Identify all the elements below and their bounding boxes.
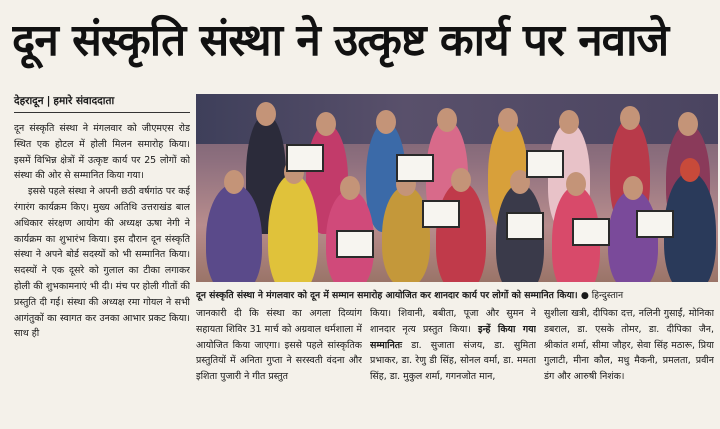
photo-figure-head bbox=[316, 112, 336, 136]
certificate bbox=[636, 210, 674, 238]
byline-place: देहरादून bbox=[14, 95, 44, 107]
photo-figure-head bbox=[340, 176, 360, 200]
certificate bbox=[286, 144, 324, 172]
paragraph: इससे पहले संस्था ने अपनी छठी वर्षगांठ पर कई रंगारंग कार्यक्रम किए। मुख्य अतिथि उत्तराखंड बाल अधिकार संरक्षण आयोग की अध्यक्ष ऊषा नेगी ने कार्यक्रम का शुभारंभ किया। इस दौरान दून संस्कृति संस्था ने अपने बोर्ड सदस्यों को भी सम्मानित किया। सदस्यों ने एक दूसरे को गुलाल का टीका लगाकर होली की शुभकामनाएं भी दी। मंच पर होली गीतों की प्रस्तुति दी गई। संस्था की अध्यक्ष रमा गोयल ने सभी आगंतुकों का स्वागत कर उनका आभार प्रकट किया। साथ ही bbox=[14, 186, 190, 340]
certificate bbox=[572, 218, 610, 246]
photo-caption bbox=[196, 288, 718, 301]
byline-reporter: हमारे संवाददाता bbox=[53, 95, 115, 107]
honoree-list: डा. सुजाता संजय, डा. सुमिता प्रभाकर, डा. रेणु डी सिंह, सोनल वर्मा, डा. ममता सिंह, डा. मुकुल शर्मा, गगनजोत मान, bbox=[370, 339, 536, 383]
photo-figure-head bbox=[680, 158, 700, 182]
honoree-list-continued: सुशीला खत्री, दीपिका दत्त, नलिनी गुसाईं, मोनिका डबराल, डा. एसके तोमर, डा. दीपिका जैन, श्रीकांत शर्मा, सीमा जौहर, सेवा सिंह मठारू, प्रिया गुलाटी, मीना कौल, मधु मैकनी, प्रमलता, प्रवीन डंग और आरुषी निशंक। bbox=[544, 308, 714, 383]
photo-figure-head bbox=[376, 110, 396, 134]
photo-figure-head bbox=[623, 176, 643, 200]
body-column-1 bbox=[196, 306, 362, 424]
photo-figure bbox=[268, 174, 318, 282]
left-column bbox=[14, 121, 190, 421]
paragraph bbox=[370, 306, 536, 385]
subheading: इन्हें किया गया सम्मानितः bbox=[370, 323, 536, 351]
photo-figure bbox=[436, 182, 486, 282]
paragraph: दून संस्कृति संस्था ने मंगलवार को जीएमएस रोड स्थित एक होटल में होली मिलन समारोह किया। इसमें विभिन्न क्षेत्रों में उत्कृष्ट कार्य पर 25 लोगों को संस्था की ओर से सम्मानित किया गया। bbox=[14, 123, 190, 182]
photo-credit: ● हिन्दुस्तान bbox=[580, 290, 624, 301]
body-column-3 bbox=[544, 306, 714, 424]
certificate bbox=[422, 200, 460, 228]
certificate bbox=[526, 150, 564, 178]
certificate bbox=[336, 230, 374, 258]
photo-figure-head bbox=[224, 170, 244, 194]
photo-figure-head bbox=[451, 168, 471, 192]
caption-text: दून संस्कृति संस्था ने मंगलवार को दून में सम्मान समारोह आयोजित कर शानदार कार्य पर लोगों को सम्मानित किया। bbox=[196, 290, 578, 301]
photo-figure-head bbox=[566, 172, 586, 196]
body-column-2 bbox=[370, 306, 536, 424]
certificate bbox=[396, 154, 434, 182]
photo-figure-head bbox=[620, 106, 640, 130]
paragraph: जानकारी दी कि संस्था का अगला दिव्यांग सहायता शिविर 31 मार्च को अग्रवाल धर्मशाला में आयोजित किया जाएगा। इससे पहले सांस्कृतिक प्रस्तुतियों में अनिता गुप्ता ने सरस्वती वंदना और इशिता पुजारी ने गीत प्रस्तुत bbox=[196, 308, 362, 383]
byline bbox=[14, 94, 194, 108]
paragraph-text: किया। शिवानी, बबीता, पूजा और सुमन ने शानदार नृत्य प्रस्तुत किया। bbox=[370, 308, 536, 335]
article-headline: दून संस्कृति संस्था ने उत्कृष्ट कार्य पर नवाजे bbox=[12, 15, 669, 66]
photo-figure-head bbox=[437, 108, 457, 132]
byline-rule bbox=[14, 112, 190, 113]
group-photo bbox=[196, 94, 718, 282]
byline-separator: | bbox=[46, 95, 51, 107]
photo-figure-head bbox=[678, 112, 698, 136]
photo-figure-head bbox=[559, 110, 579, 134]
certificate bbox=[506, 212, 544, 240]
photo-figure-head bbox=[498, 108, 518, 132]
photo-figure-head bbox=[256, 102, 276, 126]
